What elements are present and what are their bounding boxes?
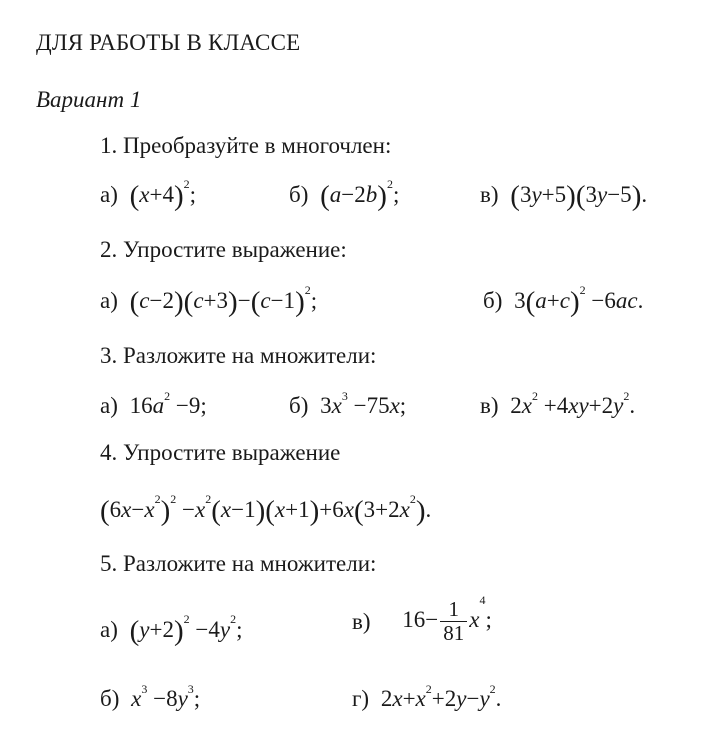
math-expression: $16a^2 -9$; [129,389,207,418]
task-3-part-a [100,389,207,418]
math-expression: $(c-2)(c+3)-(c-1)^2$; [129,283,318,318]
math-expression: $2x^2 +4xy+2y^2$. [510,389,636,418]
math-expression: $2x+x^2+2y-y^2$. [380,682,502,711]
task-1-part-b [289,177,400,212]
task-5-part-v [352,593,492,646]
part-label: б) [483,288,503,313]
math-expression: 16− $\frac{1}{81}$ $x^4$; [402,593,492,646]
part-label: в) [480,393,499,418]
page-title: ДЛЯ РАБОТЫ В КЛАССЕ [36,30,301,55]
part-label: а) [100,617,118,642]
part-label: б) [289,393,309,418]
part-label: а) [100,182,118,207]
task-3-heading: 3. Разложите на множители: [100,343,377,368]
task-5-part-g [352,682,502,711]
math-expression: $(a-2b)^2$; [320,177,400,212]
task-3-part-b [289,389,407,418]
part-label: а) [100,288,118,313]
math-expression: $(6x-x^2)^2 -x^2(x-1)(x+1)+6x(3+2x^2)$. [100,492,432,527]
variant-label: Вариант 1 [36,87,142,112]
task-5-part-a [100,612,243,647]
task-1-part-c [480,182,647,211]
task-4-heading: 4. Упростите выражение [100,440,341,465]
part-label: в) [480,182,499,207]
math-expression: $x^3 -8y^3$; [131,682,201,711]
fraction: $\frac{1}{81}$ [440,598,467,645]
part-label: а) [100,393,118,418]
part-label: в) [352,609,371,635]
math-expression: $(y+2)^2 -4y^2$; [129,612,243,647]
task-1-part-a [100,177,197,212]
part-label: б) [100,686,120,711]
task-4-expression [100,492,432,527]
math-expression: (3y+5)(3y−5). [510,180,648,212]
part-label: г) [352,686,370,711]
task-2-part-a [100,283,318,318]
math-expression: $3(a+c)^2 -6ac$. [514,283,644,318]
task-2-part-b [483,283,644,318]
task-3-part-c [480,389,636,418]
math-expression: $3x^3 -75x$; [320,389,407,418]
task-2-heading: 2. Упростите выражение: [100,237,347,262]
task-5-part-b [100,682,201,711]
math-expression: $(x+4)^2$; [129,177,197,212]
part-label: б) [289,182,309,207]
task-5-heading: 5. Разложите на множители: [100,551,377,576]
task-1-heading: 1. Преобразуйте в многочлен: [100,133,392,158]
